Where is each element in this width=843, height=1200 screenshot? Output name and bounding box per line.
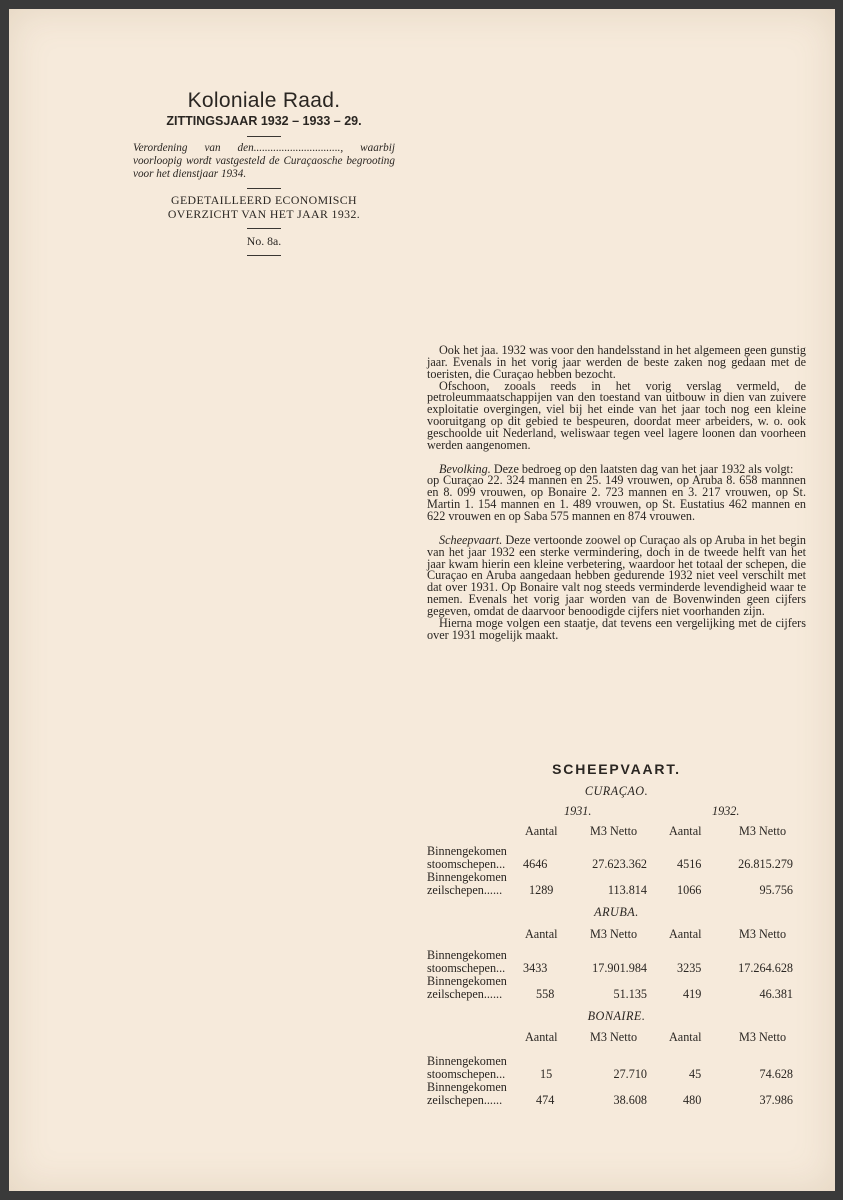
bonaire-steam-volume-1931: 27.710 (613, 1067, 647, 1081)
col-count-1932: Aantal (669, 1030, 702, 1044)
bonaire-steam-volume-1932: 74.628 (759, 1067, 793, 1081)
overview-title-line2: OVERZICHT VAN HET JAAR 1932. (167, 206, 361, 221)
row-label-steam-line2: stoomschepen... (427, 857, 506, 871)
curacao-sail-count-1932: 1066 (677, 883, 702, 897)
curacao-steam-count-1931: 4646 (523, 857, 548, 871)
row-label-sail-line1: Binnengekomen (427, 870, 507, 884)
population-label: Bevolking. (439, 461, 491, 476)
island-bonaire-heading: BONAIRE. (587, 1009, 646, 1023)
col-count-1932: Aantal (669, 927, 702, 941)
row-label-steam-line1: Binnengekomen (427, 844, 507, 858)
row-label-sail-line1: Binnengekomen (427, 1080, 507, 1094)
col-volume-1932: M3 Netto (739, 1030, 787, 1044)
aruba-sail-count-1932: 419 (683, 987, 702, 1001)
island-curacao-heading: CURAÇAO. (584, 784, 649, 798)
document-number: No. 8a. (246, 234, 282, 248)
aruba-sail-count-1931: 558 (536, 987, 555, 1001)
aruba-sail-volume-1931: 51.135 (613, 987, 647, 1001)
col-volume-1932: M3 Netto (739, 927, 787, 941)
col-count-1931: Aantal (525, 1030, 558, 1044)
row-label-steam-line2: stoomschepen... (427, 961, 506, 975)
year-1931-label: 1931. (564, 804, 592, 818)
col-volume-1932: M3 Netto (739, 824, 787, 838)
col-volume-1931: M3 Netto (590, 1030, 638, 1044)
divider (247, 188, 281, 189)
row-label-sail-line2: zeilschepen...... (427, 987, 503, 1001)
col-count-1931: Aantal (525, 824, 558, 838)
bonaire-sail-count-1931: 474 (536, 1093, 555, 1107)
aruba-steam-volume-1931: 17.901.984 (592, 961, 647, 975)
row-label-steam-line1: Binnengekomen (427, 948, 507, 962)
document-page (9, 9, 835, 1191)
population-intro: Deze bedroeg op den laatsten dag van het jaar 1932 als volgt: (493, 461, 794, 476)
paragraph-shipping (427, 532, 807, 618)
divider (247, 228, 281, 229)
population-detail: op Curaçao 22. 324 mannen en 25. 149 vrouwen, op Aruba 8. 658 mannnen en 8. 099 vrouwen, op Bonaire 2. 723 mannen en 3. 217 vrouwen, op St. Martin 1. 154 mannen en 1. 489 vrouwen, op St. Eustatius 462 mannen en 622 vrouwen en op Saba 575 mannen en 874 vrouwen. (427, 473, 806, 523)
col-count-1932: Aantal (669, 824, 702, 838)
aruba-sail-volume-1932: 46.381 (759, 987, 793, 1001)
curacao-steam-volume-1931: 27.623.362 (592, 857, 647, 871)
curacao-steam-volume-1932: 26.815.279 (738, 857, 793, 871)
curacao-sail-volume-1932: 95.756 (759, 883, 793, 897)
row-label-steam-line2: stoomschepen... (427, 1067, 506, 1081)
aruba-steam-count-1932: 3235 (677, 961, 702, 975)
bonaire-sail-volume-1932: 37.986 (759, 1093, 793, 1107)
session-year: ZITTINGSJAAR 1932 – 1933 – 29. (166, 114, 362, 128)
bonaire-steam-count-1932: 45 (689, 1067, 702, 1081)
divider (247, 255, 281, 256)
aruba-steam-volume-1932: 17.264.628 (738, 961, 793, 975)
row-label-sail-line2: zeilschepen...... (427, 1093, 503, 1107)
paragraph-trade: Ook het jaa. 1932 was voor den handelsstand in het algemeen geen gunstig jaar. Evenals in het vorig jaar werden de beste zaken nog gedaan met de toeristen, die Curaçao hebben bezocht. (427, 343, 806, 381)
year-1932-label: 1932. (712, 804, 740, 818)
col-count-1931: Aantal (525, 927, 558, 941)
report-body (427, 345, 806, 641)
row-label-sail-line2: zeilschepen...... (427, 883, 503, 897)
shipping-label: Scheepvaart. (439, 532, 503, 547)
row-label-sail-line1: Binnengekomen (427, 974, 507, 988)
divider (247, 136, 281, 137)
bonaire-steam-count-1931: 15 (540, 1067, 553, 1081)
bonaire-sail-count-1932: 480 (683, 1093, 702, 1107)
curacao-steam-count-1932: 4516 (677, 857, 702, 871)
col-volume-1931: M3 Netto (590, 824, 638, 838)
council-title: Koloniale Raad. (187, 89, 341, 112)
bonaire-sail-volume-1931: 38.608 (613, 1093, 647, 1107)
overview-title-line1: GEDETAILLEERD ECONOMISCH (171, 193, 357, 207)
shipping-text: Deze vertoonde zoowel op Curaçao als op Aruba in het begin van het jaar 1932 een sterke vermindering, doch in de tweede helft van het jaar kwam hierin een kleine verbetering, waardoor het totaal der schepen, die Curaçao en Aruba aangedaan hebben gedurende 1932 niet veel verschilt met dat over 1931. Op Bonaire valt nog steeds verminderde levendigheid waar te nemen. Evenals het vorig jaar worden van de Bovenwinden geen cijfers gegeven, omdat de daarvoor benoodigde cijfers niet voorhanden zijn. (427, 532, 807, 618)
curacao-sail-count-1931: 1289 (529, 883, 554, 897)
shipping-table-title: SCHEEPVAART. (552, 761, 681, 777)
col-volume-1931: M3 Netto (590, 927, 638, 941)
paragraph-petroleum: Ofschoon, zooals reeds in het vorig verslag vermeld, de petroleummaatschappijen van den toestand van uitbouw in dien van zuivere exploitatie overgingen, viel bij het einde van het jaar toch nog een kleine vooruitgang op dit gebied te bespeuren, doordat meer arbeiders, w. o. ook geschoolde uit Nederland, weliswaar tegen veel lagere loonen dan voorheen werden aangenomen. (427, 378, 806, 452)
ordinance-text: Verordening van den..............................., waarbij voorloopig wordt vastgesteld de Curaçaosche begrooting voor het dienstjaar 1934. (133, 142, 395, 180)
paragraph-table-intro: Hierna moge volgen een staatje, dat tevens een vergelijking met de cijfers over 1931 mogelijk maakt. (427, 615, 806, 642)
aruba-steam-count-1931: 3433 (523, 961, 548, 975)
curacao-sail-volume-1931: 113.814 (607, 883, 647, 897)
row-label-steam-line1: Binnengekomen (427, 1054, 507, 1068)
island-aruba-heading: ARUBA. (594, 905, 639, 919)
document-header (129, 89, 399, 261)
